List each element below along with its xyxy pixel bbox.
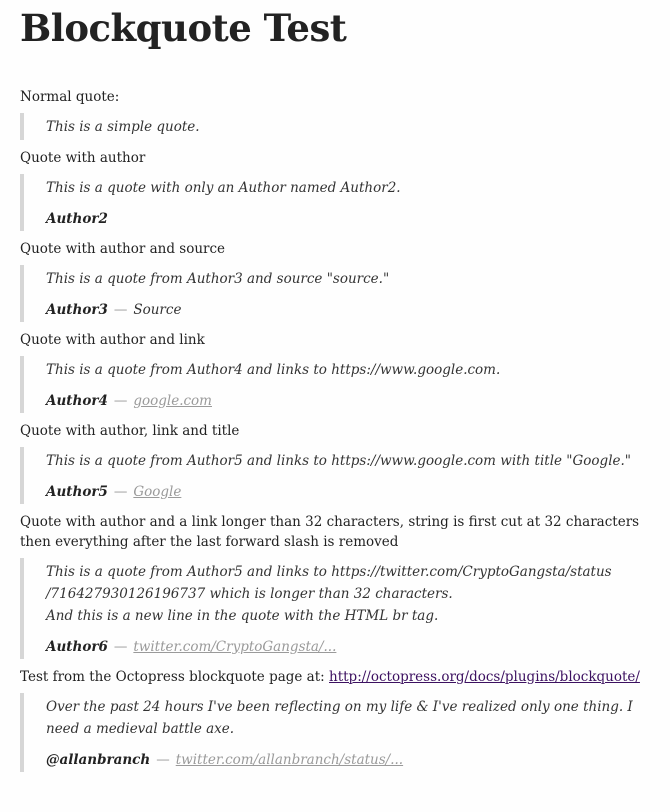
quote-author: @allanbranch	[46, 751, 151, 768]
quote-text	[46, 561, 650, 627]
page-title: Blockquote Test	[20, 6, 347, 50]
quote-label-text: Quote with author and source	[20, 240, 226, 257]
quote-label	[20, 667, 650, 687]
quote-label	[20, 87, 650, 107]
quote-author: Author4	[46, 392, 108, 409]
quote-text	[46, 696, 650, 740]
quote-source: Source	[133, 301, 182, 318]
quote-author: Author2	[46, 210, 108, 227]
quote-text	[46, 450, 650, 472]
quote-label-text: Quote with author	[20, 149, 146, 166]
quote-line: This is a quote from Author3 and source "source."	[46, 270, 390, 287]
blockquote	[20, 113, 650, 140]
quote-line: This is a simple quote.	[46, 118, 200, 135]
quote-source-link[interactable]: Google	[133, 483, 182, 500]
em-dash: —	[113, 301, 128, 318]
em-dash: —	[156, 751, 170, 768]
blockquote	[20, 265, 650, 322]
quote-line: This is a quote from Author5 and links to https://twitter.com/CryptoGangsta/status	[46, 563, 612, 580]
em-dash: —	[113, 392, 128, 409]
quote-label	[20, 421, 650, 441]
quote-text	[46, 268, 650, 290]
em-dash: —	[113, 483, 128, 500]
quote-line: This is a quote with only an Author named Author2.	[46, 179, 401, 196]
quote-attribution	[46, 300, 650, 320]
quote-source-link[interactable]: google.com	[133, 392, 212, 409]
quote-line: /716427930126196737 which is longer than 32 characters.	[46, 585, 453, 602]
quote-label	[20, 512, 650, 552]
quote-line: Over the past 24 hours I've been reflecting on my life & I've realized only one thing. I need a medieval battle axe.	[46, 698, 633, 737]
blockquote	[20, 447, 650, 504]
quote-label-text: Quote with author, link and title	[20, 422, 240, 439]
quote-attribution	[46, 637, 650, 657]
quote-attribution	[46, 391, 650, 411]
blockquote	[20, 693, 650, 772]
quote-label	[20, 330, 650, 350]
quote-label	[20, 148, 650, 168]
quote-label-text: Quote with author and a link longer than 32 characters, string is first cut at 32 characters then everything after the last forward slash is removed	[20, 513, 640, 550]
quote-label-text: Quote with author and link	[20, 331, 205, 348]
quote-attribution	[46, 750, 650, 770]
quote-label-text: Normal quote:	[20, 88, 120, 105]
blockquote	[20, 558, 650, 659]
em-dash: —	[113, 638, 128, 655]
quote-line: This is a quote from Author5 and links to https://www.google.com with title "Google."	[46, 452, 632, 469]
blockquote	[20, 356, 650, 413]
quote-attribution	[46, 482, 650, 502]
quote-source-link[interactable]: twitter.com/CryptoGangsta/...	[133, 638, 337, 655]
quote-text	[46, 177, 650, 199]
quote-source-link[interactable]: twitter.com/allanbranch/status/...	[175, 751, 404, 768]
quote-label-text: Test from the Octopress blockquote page at:	[20, 668, 325, 685]
quote-author: Author3	[46, 301, 108, 318]
quote-text	[46, 359, 650, 381]
blockquote	[20, 174, 650, 231]
quote-text	[46, 116, 650, 138]
quote-line: This is a quote from Author4 and links to https://www.google.com.	[46, 361, 501, 378]
content	[20, 87, 650, 772]
quote-attribution	[46, 209, 650, 229]
quote-line: And this is a new line in the quote with the HTML br tag.	[46, 607, 439, 624]
quote-author: Author5	[46, 483, 108, 500]
octopress-docs-link[interactable]: http://octopress.org/docs/plugins/blockquote/	[329, 668, 640, 685]
quote-author: Author6	[46, 638, 108, 655]
quote-label	[20, 239, 650, 259]
